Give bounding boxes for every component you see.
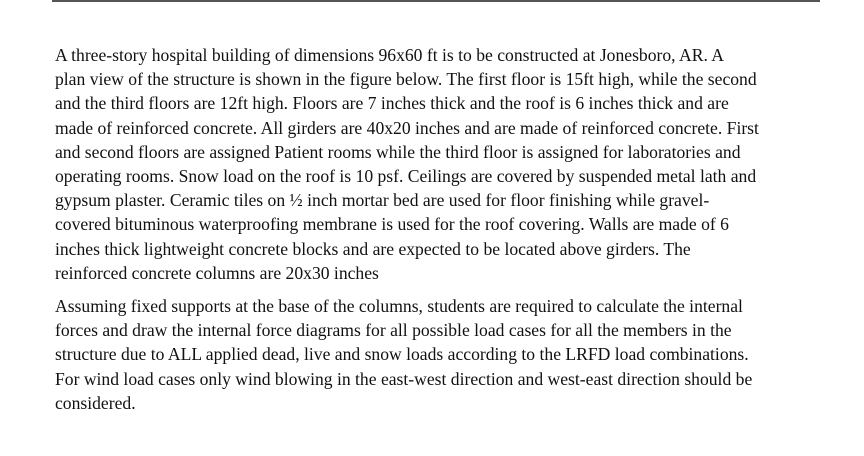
text-line: made of reinforced concrete. All girders are 40x20 inches and are made of reinforced concrete. First [55, 117, 759, 138]
text-line: A three-story hospital building of dimensions 96x60 ft is to be constructed at Jonesboro, AR. A [55, 45, 724, 65]
text-line: and the third floors are 12ft high. Floors are 7 inches thick and the roof is 6 inches thick and are [55, 93, 729, 114]
text-line: gypsum plaster. Ceramic tiles on ½ inch mortar bed are used for floor finishing while gravel- [55, 190, 710, 211]
text-line: Assuming fixed supports at the base of the columns, students are required to calculate the internal [55, 296, 743, 317]
document-body [55, 43, 845, 415]
text-line: forces and draw the internal force diagrams for all possible load cases for all the members in the [55, 320, 732, 341]
text-line: plan view of the structure is shown in the figure below. The first floor is 15ft high, while the second [55, 69, 757, 90]
text-line: inches thick lightweight concrete blocks and are expected to be located above girders. The [55, 238, 691, 259]
text-line: covered bituminous waterproofing membrane is used for the roof covering. Walls are made of 6 [55, 214, 729, 235]
text-line: reinforced concrete columns are 20x30 inches [55, 262, 379, 283]
text-line: and second floors are assigned Patient rooms while the third floor is assigned for laboratories and [55, 141, 741, 162]
paragraph-building-description [55, 43, 845, 285]
text-line: operating rooms. Snow load on the roof is 10 psf. Ceilings are covered by suspended metal lath and [55, 166, 757, 187]
top-divider [52, 0, 820, 2]
text-line: considered. [55, 392, 136, 413]
text-line: structure due to ALL applied dead, live and snow loads according to the LRFD load combinations. [55, 344, 749, 365]
text-line: For wind load cases only wind blowing in the east-west direction and west-east direction should be [55, 368, 753, 389]
paragraph-assignment-requirements [55, 294, 845, 415]
